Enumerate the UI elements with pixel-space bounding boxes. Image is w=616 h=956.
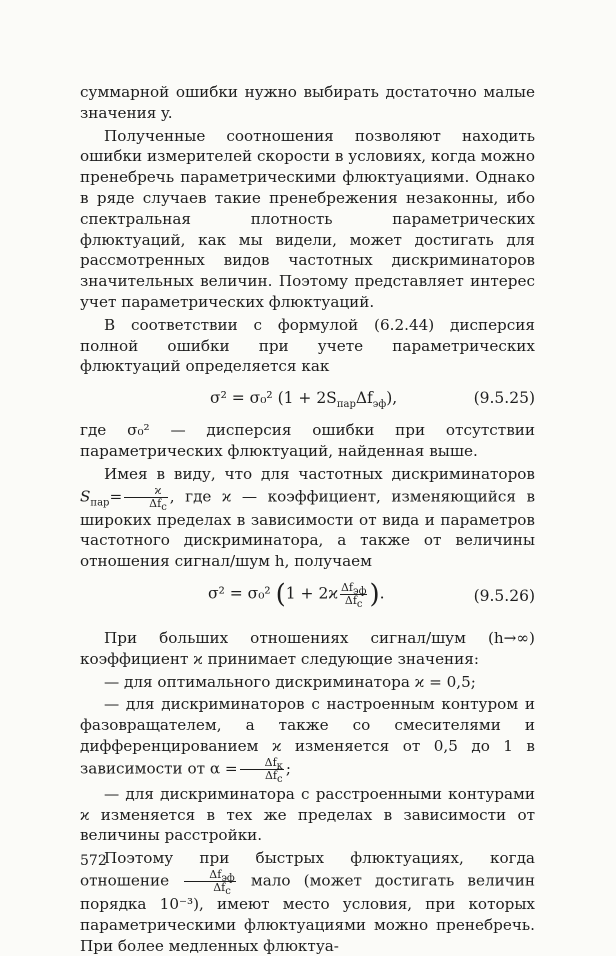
equation-expression: σ² = σ₀² (1 + 2ϰ $\frac{\Delta f_{эф}}{\Delta f_c}$ ).	[208, 579, 385, 611]
equation-9-5-26	[80, 576, 535, 622]
list-item-1: — для оптимального дискриминатора ϰ = 0,5;	[104, 672, 476, 691]
fraction-df-ratio: $\frac{\Delta f_{эф}}{\Delta f_c}$	[340, 580, 367, 611]
list-item-3: — для дискриминатора с расстроенными контурами ϰ изменяется в тех же пределах в зависимости от величины расстройки.	[80, 784, 535, 845]
equation-number: (9.5.26)	[473, 586, 535, 605]
equation-number: (9.5.25)	[473, 389, 535, 408]
equation-9-5-25	[80, 380, 535, 418]
paragraph-6: При больших отношениях сигнал/шум (h→∞) коэффициент ϰ принимает следующие значения:	[80, 628, 535, 668]
paragraph-4: где σ₀² — дисперсия ошибки при отсутствии параметрических флюктуаций, найденная выше.	[80, 421, 536, 460]
paragraph-7: Поэтому при быстрых флюктуациях, когда отношение $\frac{\Delta f_{эф}}{\Delta f_c}$ мало (может достигать величин порядка 10⁻³), имеют место условия, при которых параметрическими флюктуациями можно пренебречь. При более медленных флюктуа-	[80, 849, 535, 955]
paragraph-1: суммарной ошибки нужно выбирать достаточно малые значения y.	[80, 83, 535, 122]
paragraph-2: Полученные соотношения позволяют находить ошибки измерителей скорости в условиях, когда можно пренебречь параметрическими флюктуациями. Однако в ряде случаев такие пренебрежения незаконны, ибо спектральная плотность параметрических флюктуаций, как мы видели, может достигать для рассмотренных видов частотных дискриминаторов значительных величин. Поэтому представляет интерес учет параметрических флюктуаций.	[80, 126, 535, 311]
page-number: 572	[80, 853, 107, 869]
fraction-alpha: $\frac{\Delta f_к}{\Delta f_c}$	[240, 757, 284, 782]
fraction-kappa-df: $\frac{ϰ}{\Delta f_c}$	[124, 485, 168, 510]
paragraph-3: В соответствии с формулой (6.2.44) дисперсия полной ошибки при учете параметрических флюктуаций определяется как	[80, 315, 535, 376]
equation-expression: σ² = σ₀² $(1 + 2S_{пар}\Delta f_{эф})$,	[210, 389, 398, 411]
list-item-2: — для дискриминаторов с настроенным контуром и фазовращателем, а также со смесителями и дифференцированием ϰ изменяется от 0,5 до 1 в зависимости от α = $\frac{\Delta f_к}{\Delta f_c}$ ;	[80, 695, 535, 785]
fraction-ef-c: $\frac{\Delta f_{эф}}{\Delta f_c}$	[184, 869, 235, 894]
paragraph-5: Имея в виду, что для частотных дискриминаторов $S_{пар}=$ $\frac{ϰ}{\Delta f_c}$ , где ϰ — коэффициент, изменяющийся в широких пределах в зависимости от вида и параметров частотного дискриминатора, а также от величины отношения сигнал/шум h, получаем	[80, 464, 535, 571]
page-body	[80, 82, 535, 956]
